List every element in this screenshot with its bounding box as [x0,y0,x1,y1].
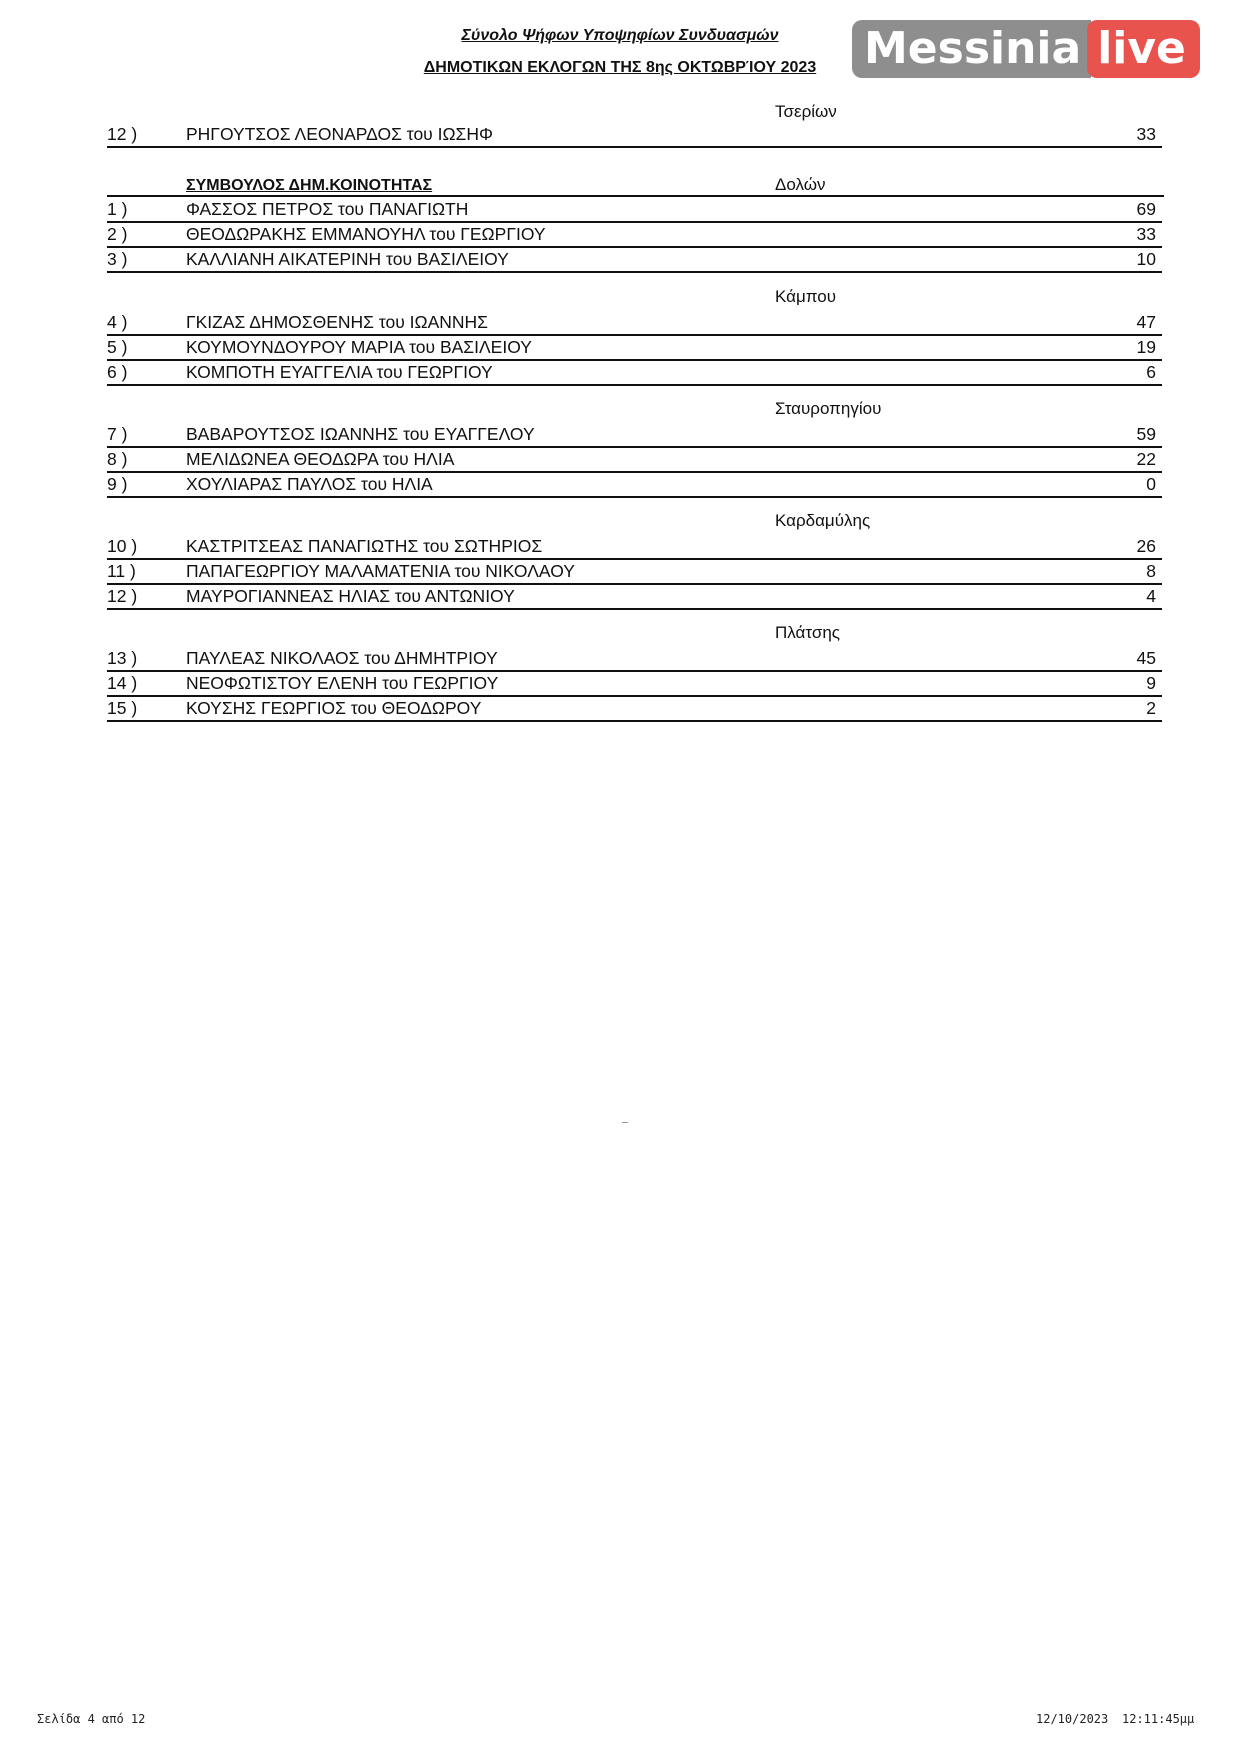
candidate-name: ΘΕΟΔΩΡΑΚΗΣ ΕΜΜΑΝΟΥΗΛ του ΓΕΩΡΓΙΟΥ [186,224,546,244]
candidate-number: 1 ) [107,199,128,219]
candidate-number: 11 ) [107,561,136,581]
logo-word-messinia: Messinia [852,20,1091,78]
candidate-row [107,197,1162,223]
candidate-name: ΜΑΥΡΟΓΙΑΝΝΕΑΣ ΗΛΙΑΣ του ΑΝΤΩΝΙΟΥ [186,586,515,606]
candidate-votes: 19 [1136,337,1156,357]
candidate-row [107,122,1162,148]
candidate-votes: 33 [1136,124,1156,144]
candidate-name: ΚΟΥΣΗΣ ΓΕΩΡΓΙΟΣ του ΘΕΟΔΩΡΟΥ [186,698,482,718]
community-name: Δολών [775,175,826,194]
candidate-row [107,559,1162,585]
candidate-name: ΚΟΥΜΟΥΝΔΟΥΡΟΥ ΜΑΡΙΑ του ΒΑΣΙΛΕΙΟΥ [186,337,532,357]
candidate-row [107,247,1162,273]
candidate-votes: 26 [1136,536,1156,556]
candidate-number: 3 ) [107,249,128,269]
candidate-name: ΦΑΣΣΟΣ ΠΕΤΡΟΣ του ΠΑΝΑΓΙΩΤΗ [186,199,469,219]
community-name: Τσερίων [775,102,837,121]
candidate-votes: 22 [1136,449,1156,469]
candidate-votes: 47 [1136,312,1156,332]
community-name: Καρδαμύλης [775,511,871,530]
candidate-number: 5 ) [107,337,128,357]
candidate-votes: 10 [1136,249,1156,269]
logo-word-live: live [1087,20,1200,78]
candidate-votes: 59 [1136,424,1156,444]
heading-rule [107,173,1162,195]
candidate-votes: 6 [1146,362,1156,382]
candidate-name: ΧΟΥΛΙΑΡΑΣ ΠΑΥΛΟΣ του ΗΛΙΑ [186,474,433,494]
community-name: Πλάτσης [775,623,840,642]
candidate-row [107,310,1162,336]
page-number: Σελίδα 4 από 12 [37,1712,146,1726]
print-date: 12/10/2023 [1036,1712,1109,1726]
candidate-name: ΠΑΥΛΕΑΣ ΝΙΚΟΛΑΟΣ του ΔΗΜΗΤΡΙΟΥ [186,648,498,668]
candidate-name: ΜΕΛΙΔΩΝΕΑ ΘΕΟΔΩΡΑ του ΗΛΙΑ [186,449,455,469]
candidate-votes: 33 [1136,224,1156,244]
candidate-number: 15 ) [107,698,138,718]
candidate-number: 8 ) [107,449,128,469]
candidate-row [107,472,1162,498]
candidate-row [107,671,1162,697]
candidate-name: ΚΟΜΠΟΤΗ ΕΥΑΓΓΕΛΙΑ του ΓΕΩΡΓΙΟΥ [186,362,493,382]
candidate-row [107,534,1162,560]
section-heading: ΣΥΜΒΟΥΛΟΣ ΔΗΜ.ΚΟΙΝΟΤΗΤΑΣ [186,177,433,194]
candidate-number: 6 ) [107,362,128,382]
candidate-row [107,360,1162,386]
candidate-name: ΚΑΛΛΙΑΝΗ ΑΙΚΑΤΕΡΙΝΗ του ΒΑΣΙΛΕΙΟΥ [186,249,509,269]
candidate-name: ΠΑΠΑΓΕΩΡΓΙΟΥ ΜΑΛΑΜΑΤΕΝΙΑ του ΝΙΚΟΛΑΟΥ [186,561,575,581]
candidate-number: 14 ) [107,673,138,693]
candidate-votes: 45 [1136,648,1156,668]
candidate-number: 10 ) [107,536,138,556]
candidate-votes: 69 [1136,199,1156,219]
candidate-number: 2 ) [107,224,128,244]
candidate-number: 13 ) [107,648,138,668]
candidate-row [107,447,1162,473]
candidate-number: 12 ) [107,124,138,144]
candidate-votes: 8 [1146,561,1156,581]
candidate-row [107,584,1162,610]
document-title: Σύνολο Ψήφων Υποψηφίων Συνδυασμών [461,27,779,44]
candidate-name: ΝΕΟΦΩΤΙΣΤΟΥ ΕΛΕΝΗ του ΓΕΩΡΓΙΟΥ [186,673,499,693]
document-subtitle: ΔΗΜΟΤΙΚΩΝ ΕΚΛΟΓΩΝ ΤΗΣ 8ης ΟΚΤΩΒΡΊΟΥ 2023 [423,59,817,76]
candidate-votes: 0 [1146,474,1156,494]
community-name: Σταυροπηγίου [775,399,882,418]
candidate-votes: 4 [1146,586,1156,606]
print-time: 12:11:45μμ [1122,1712,1195,1726]
candidate-name: ΡΗΓΟΥΤΣΟΣ ΛΕΟΝΑΡΔΟΣ του ΙΩΣΗΦ [186,124,493,144]
messinia-live-logo [852,20,1200,78]
page-mark [622,1122,628,1123]
candidate-number: 4 ) [107,312,128,332]
candidate-row [107,422,1162,448]
candidate-number: 7 ) [107,424,128,444]
candidate-row [107,335,1162,361]
candidate-row [107,222,1162,248]
candidate-row [107,646,1162,672]
candidate-name: ΓΚΙΖΑΣ ΔΗΜΟΣΘΕΝΗΣ του ΙΩΑΝΝΗΣ [186,312,489,332]
candidate-number: 9 ) [107,474,128,494]
candidate-row [107,696,1162,722]
candidate-name: ΒΑΒΑΡΟΥΤΣΟΣ ΙΩΑΝΝΗΣ του ΕΥΑΓΓΕΛΟΥ [186,424,535,444]
community-name: Κάμπου [775,287,836,306]
candidate-number: 12 ) [107,586,138,606]
candidate-votes: 2 [1146,698,1156,718]
candidate-name: ΚΑΣΤΡΙΤΣΕΑΣ ΠΑΝΑΓΙΩΤΗΣ του ΣΩΤΗΡΙΟΣ [186,536,543,556]
candidate-votes: 9 [1146,673,1156,693]
